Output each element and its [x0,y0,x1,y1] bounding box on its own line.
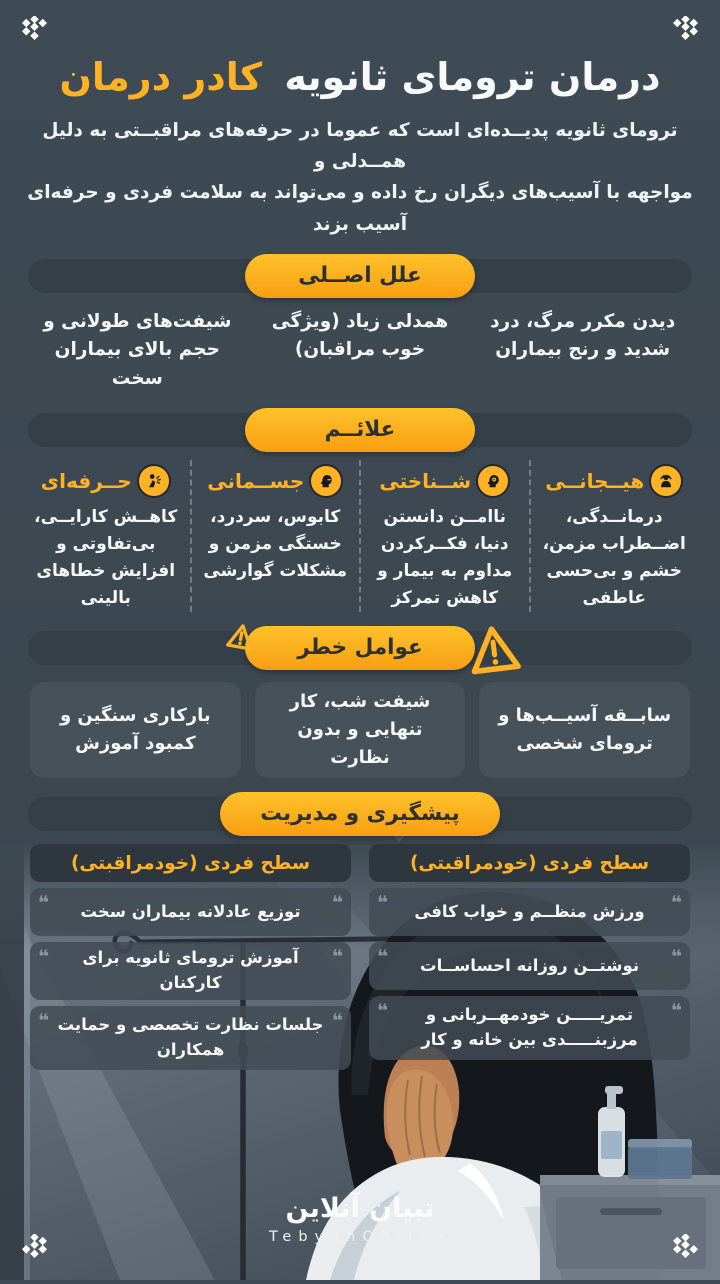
quote-icon: ❝ [377,946,389,969]
prevention-item-text: نوشتــن روزانه احساســات [419,955,640,975]
risk-card: سابــقه آسیــب‌ها و ترومای شخصی [479,682,690,778]
section-prevention-header [28,792,692,836]
warning-triangle-icon [466,622,522,682]
quote-icon: ❝ [38,946,50,969]
symptom-desc: درمانــدگی، اضــطراب مزمن، خشم و بی‌حسی عاطفی [542,506,686,609]
symptom-header [537,464,693,498]
prevention-item [30,888,351,936]
symptom-column-physical [190,460,360,613]
symptom-title: شــناختی [379,468,472,493]
warning-triangle-icon [226,622,256,656]
quote-icon: ❝ [38,1009,50,1032]
brand-logo [0,1193,720,1245]
subtitle [26,115,694,239]
cause-item: شیفت‌های طولانی و حجم بالای بیماران سخت [43,310,232,389]
prevention-item [30,942,351,1000]
causes-badge: علل اصــلی [245,254,475,298]
prevention-column-individual [369,844,690,1070]
risk-badge: عوامل خطر [245,626,475,670]
symptom-title: حــرفه‌ای [40,468,132,493]
prevention-badge: پیشگیری و مدیریت [220,792,499,836]
symptoms-list [22,460,698,613]
prevention-item [369,888,690,936]
prevention-item-text: تمریـــــن خودمهــربانی و مرزبنـــــدی بین خانه و کار [421,1005,638,1050]
subtitle-line: مواجهه با آسیب‌های دیگران رخ داده و می‌تواند به سلامت فردی و حرفه‌ای آسیب بزند [27,182,693,235]
prevention-column-header: سطح فردی (خودمراقبتی) [30,844,351,882]
quote-icon: ❝ [670,1000,682,1023]
corner-ornament-icon [672,1234,702,1264]
prevention-column-header: سطح فردی (خودمراقبتی) [369,844,690,882]
risk-card: بارکاری سنگین و کمبود آموزش [30,682,241,778]
causes-list [26,308,694,394]
prevention-item-text: توزیع عادلانه بیماران سخت [80,901,301,921]
prevention-item [369,942,690,990]
quote-icon: ❝ [38,892,50,915]
brand-name-fa: تبیان آنلاین [285,1193,435,1224]
section-causes-header [28,254,692,298]
prevention-item-text: جلسات نظارت تخصصی و حمایت همکاران [57,1014,324,1059]
prevention-column-organizational [30,844,351,1070]
prevention-columns [30,844,690,1070]
physical-head-icon [309,464,343,498]
section-symptoms-header [28,408,692,452]
symptom-header [198,464,354,498]
title-accent: کادر درمان [59,55,263,99]
symptom-title: هیــجانــی [545,468,645,493]
quote-icon: ❝ [670,946,682,969]
quote-icon: ❝ [377,892,389,915]
cause-item: همدلی زیاد (ویژگی خوب مراقبان) [271,310,449,361]
symptom-title: جســمانی [207,468,305,493]
symptom-header [367,464,523,498]
symptom-desc: کاهــش کارایــی، بی‌تفاوتی و افزایش خطاهای بالینی [34,506,178,609]
quote-icon: ❝ [670,892,682,915]
page-title [20,52,700,103]
quote-icon: ❝ [331,1009,343,1032]
cognitive-brain-icon [476,464,510,498]
prevention-item [30,1006,351,1070]
risk-card: شیفت شب، کار تنهایی و بدون نظارت [255,682,466,778]
emotional-stress-icon [649,464,683,498]
quote-icon: ❝ [331,946,343,969]
corner-ornament-icon [672,16,702,46]
prevention-item [369,996,690,1060]
symptoms-badge: علائــم [245,408,475,452]
symptom-column-professional [22,460,190,613]
brand-name-en: TebyanOnline [269,1229,451,1246]
symptom-desc: کابوس، سردرد، خستگی مزمن و مشکلات گوارشی [203,506,348,581]
corner-ornament-icon [18,1234,48,1264]
quote-icon: ❝ [331,892,343,915]
subtitle-line: ترومای ثانویه پدیــده‌ای است که عموما در حرفه‌های مراقبــتی به دلیل همــدلی و [42,120,678,173]
section-risk-header [28,626,692,670]
professional-impairment-icon [137,464,171,498]
prevention-item-text: آموزش ترومای ثانویه برای کارکنان [82,948,299,992]
symptom-column-emotional [529,460,699,613]
symptom-header [28,464,184,498]
corner-ornament-icon [18,16,48,46]
symptom-desc: ناامــن دانستن دنیا، فکــرکردن مداوم به بیمار و کاهش تمرکز [377,506,513,609]
title-main: درمان ترومای ثانویه [284,55,661,99]
quote-icon: ❝ [377,1000,389,1023]
cause-item: دیدن مکرر مرگ، درد شدید و رنج بیماران [490,310,676,361]
symptom-column-cognitive [359,460,529,613]
prevention-item-text: ورزش منظــم و خواب کافی [414,901,645,921]
risk-factors-list [30,682,690,778]
